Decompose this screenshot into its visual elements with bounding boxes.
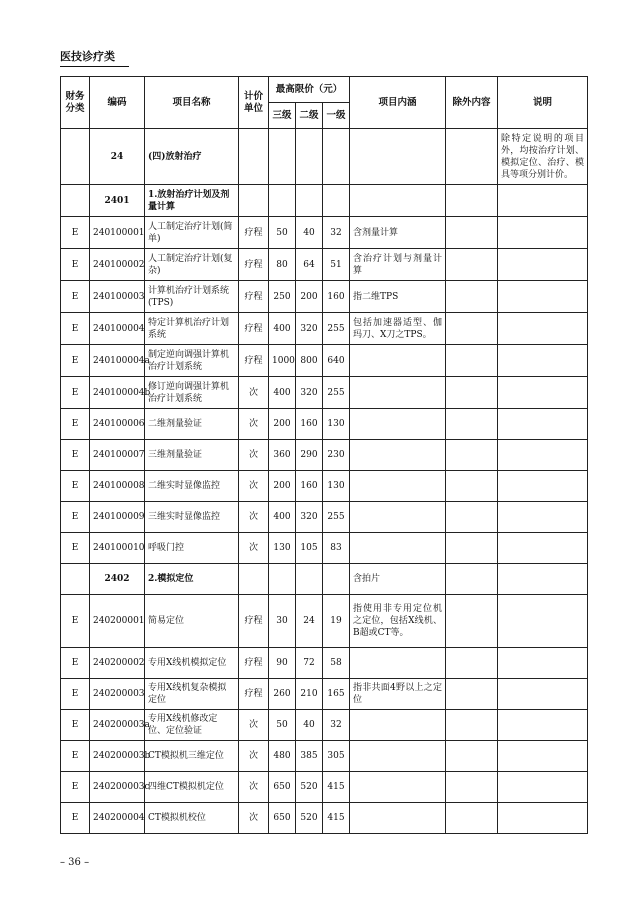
exclude-cell	[446, 471, 498, 502]
code-cell: 24	[90, 129, 145, 185]
price-level2-cell: 800	[296, 345, 323, 377]
price-level2-cell: 105	[296, 533, 323, 564]
price-level1-cell: 32	[323, 217, 350, 249]
name-cell: 三维剂量验证	[145, 440, 239, 471]
content-cell: 含拍片	[350, 564, 446, 595]
code-cell: 240100003	[90, 281, 145, 313]
price-level1-cell: 415	[323, 803, 350, 834]
remark-cell	[498, 564, 588, 595]
price-level2-cell	[296, 129, 323, 185]
code-cell: 240200001	[90, 595, 145, 648]
table-row	[61, 217, 588, 249]
price-level1-cell: 32	[323, 710, 350, 741]
code-cell: 240100009	[90, 502, 145, 533]
code-cell: 2402	[90, 564, 145, 595]
code-cell: 240200003	[90, 679, 145, 710]
code-cell: 240100008	[90, 471, 145, 502]
unit-cell: 次	[239, 803, 269, 834]
remark-cell	[498, 409, 588, 440]
col-header-exclude: 除外内容	[446, 77, 498, 129]
price-level1-cell: 19	[323, 595, 350, 648]
price-level1-cell: 255	[323, 313, 350, 345]
price-table	[60, 76, 588, 834]
content-cell	[350, 471, 446, 502]
col-header-category: 财务分类	[61, 77, 90, 129]
code-cell: 240200003c	[90, 772, 145, 803]
price-level2-cell: 40	[296, 217, 323, 249]
name-cell: 人工制定治疗计划(简单)	[145, 217, 239, 249]
code-cell: 240200003a	[90, 710, 145, 741]
content-cell	[350, 129, 446, 185]
name-cell: 修订逆向调强计算机治疗计划系统	[145, 377, 239, 409]
price-level1-cell: 255	[323, 377, 350, 409]
code-cell: 240200002	[90, 648, 145, 679]
content-cell	[350, 502, 446, 533]
content-cell	[350, 648, 446, 679]
price-level3-cell: 30	[269, 595, 296, 648]
remark-cell	[498, 377, 588, 409]
col-header-level3: 三级	[269, 103, 296, 129]
content-cell: 指二维TPS	[350, 281, 446, 313]
category-cell: E	[61, 377, 90, 409]
exclude-cell	[446, 281, 498, 313]
table-row	[61, 345, 588, 377]
remark-cell	[498, 345, 588, 377]
content-cell: 包括加速器适型、伽玛刀、X刀之TPS。	[350, 313, 446, 345]
col-header-level2: 二级	[296, 103, 323, 129]
price-level2-cell: 320	[296, 377, 323, 409]
price-level1-cell: 83	[323, 533, 350, 564]
col-header-remark: 说明	[498, 77, 588, 129]
exclude-cell	[446, 741, 498, 772]
price-level3-cell: 400	[269, 502, 296, 533]
name-cell: 2.模拟定位	[145, 564, 239, 595]
price-level1-cell: 58	[323, 648, 350, 679]
exclude-cell	[446, 129, 498, 185]
category-cell: E	[61, 409, 90, 440]
price-level2-cell	[296, 185, 323, 217]
name-cell: (四)放射治疗	[145, 129, 239, 185]
col-header-content: 项目内涵	[350, 77, 446, 129]
price-level2-cell: 160	[296, 409, 323, 440]
exclude-cell	[446, 564, 498, 595]
price-level3-cell: 50	[269, 217, 296, 249]
code-cell: 240100010	[90, 533, 145, 564]
unit-cell: 疗程	[239, 281, 269, 313]
unit-cell: 疗程	[239, 648, 269, 679]
exclude-cell	[446, 345, 498, 377]
unit-cell: 次	[239, 377, 269, 409]
price-level2-cell: 200	[296, 281, 323, 313]
table-row	[61, 281, 588, 313]
table-row	[61, 502, 588, 533]
name-cell: CT模拟机三维定位	[145, 741, 239, 772]
name-cell: CT模拟机校位	[145, 803, 239, 834]
content-cell	[350, 772, 446, 803]
price-level2-cell: 64	[296, 249, 323, 281]
category-cell	[61, 564, 90, 595]
price-level1-cell: 51	[323, 249, 350, 281]
category-cell: E	[61, 595, 90, 648]
price-level1-cell: 305	[323, 741, 350, 772]
remark-cell	[498, 741, 588, 772]
category-cell: E	[61, 345, 90, 377]
exclude-cell	[446, 440, 498, 471]
price-level2-cell: 290	[296, 440, 323, 471]
name-cell: 四维CT模拟机定位	[145, 772, 239, 803]
price-level3-cell: 480	[269, 741, 296, 772]
content-cell	[350, 377, 446, 409]
price-level1-cell: 160	[323, 281, 350, 313]
col-header-level1: 一级	[323, 103, 350, 129]
price-level2-cell: 320	[296, 502, 323, 533]
price-level2-cell	[296, 564, 323, 595]
content-cell: 含剂量计算	[350, 217, 446, 249]
price-level3-cell: 650	[269, 772, 296, 803]
unit-cell	[239, 185, 269, 217]
content-cell	[350, 440, 446, 471]
price-level1-cell: 165	[323, 679, 350, 710]
remark-cell	[498, 471, 588, 502]
category-cell: E	[61, 679, 90, 710]
exclude-cell	[446, 648, 498, 679]
name-cell: 简易定位	[145, 595, 239, 648]
price-level3-cell: 400	[269, 377, 296, 409]
price-level2-cell: 210	[296, 679, 323, 710]
category-cell: E	[61, 741, 90, 772]
content-cell: 含治疗计划与剂量计算	[350, 249, 446, 281]
category-cell: E	[61, 440, 90, 471]
exclude-cell	[446, 710, 498, 741]
price-level2-cell: 520	[296, 803, 323, 834]
price-level2-cell: 40	[296, 710, 323, 741]
unit-cell: 疗程	[239, 217, 269, 249]
section-title: 医技诊疗类	[60, 48, 129, 67]
name-cell: 计算机治疗计划系统(TPS)	[145, 281, 239, 313]
exclude-cell	[446, 679, 498, 710]
price-level1-cell: 230	[323, 440, 350, 471]
table-row	[61, 409, 588, 440]
exclude-cell	[446, 313, 498, 345]
remark-cell	[498, 679, 588, 710]
price-level1-cell: 640	[323, 345, 350, 377]
unit-cell	[239, 564, 269, 595]
price-level1-cell	[323, 564, 350, 595]
table-row	[61, 564, 588, 595]
category-cell: E	[61, 772, 90, 803]
unit-cell: 次	[239, 409, 269, 440]
exclude-cell	[446, 409, 498, 440]
name-cell: 专用X线机模拟定位	[145, 648, 239, 679]
table-row	[61, 648, 588, 679]
name-cell: 专用X线机修改定位、定位验证	[145, 710, 239, 741]
price-level3-cell: 200	[269, 409, 296, 440]
category-cell: E	[61, 281, 90, 313]
exclude-cell	[446, 533, 498, 564]
unit-cell: 次	[239, 772, 269, 803]
unit-cell	[239, 129, 269, 185]
code-cell: 240100001	[90, 217, 145, 249]
category-cell: E	[61, 533, 90, 564]
category-cell: E	[61, 249, 90, 281]
unit-cell: 疗程	[239, 595, 269, 648]
table-row	[61, 772, 588, 803]
content-cell: 指非共面4野以上之定位	[350, 679, 446, 710]
table-row	[61, 129, 588, 185]
remark-cell	[498, 502, 588, 533]
category-cell	[61, 185, 90, 217]
table-row	[61, 249, 588, 281]
remark-cell	[498, 648, 588, 679]
price-level1-cell: 130	[323, 409, 350, 440]
remark-cell	[498, 772, 588, 803]
code-cell: 240200003b	[90, 741, 145, 772]
price-level3-cell: 650	[269, 803, 296, 834]
unit-cell: 疗程	[239, 313, 269, 345]
content-cell	[350, 345, 446, 377]
category-cell: E	[61, 471, 90, 502]
unit-cell: 疗程	[239, 345, 269, 377]
unit-cell: 次	[239, 741, 269, 772]
category-cell: E	[61, 710, 90, 741]
col-header-name: 项目名称	[145, 77, 239, 129]
col-header-unit: 计价单位	[239, 77, 269, 129]
name-cell: 二维剂量验证	[145, 409, 239, 440]
exclude-cell	[446, 249, 498, 281]
category-cell	[61, 129, 90, 185]
table-row	[61, 679, 588, 710]
price-level1-cell: 130	[323, 471, 350, 502]
unit-cell: 次	[239, 502, 269, 533]
remark-cell	[498, 440, 588, 471]
name-cell: 1.放射治疗计划及剂量计算	[145, 185, 239, 217]
content-cell	[350, 185, 446, 217]
price-level3-cell: 130	[269, 533, 296, 564]
remark-cell: 除特定说明的项目外，均按治疗计划、模拟定位、治疗、模具等项分别计价。	[498, 129, 588, 185]
price-level2-cell: 320	[296, 313, 323, 345]
category-cell: E	[61, 313, 90, 345]
remark-cell	[498, 249, 588, 281]
unit-cell: 疗程	[239, 249, 269, 281]
price-level2-cell: 72	[296, 648, 323, 679]
remark-cell	[498, 185, 588, 217]
code-cell: 240100004a	[90, 345, 145, 377]
exclude-cell	[446, 772, 498, 803]
name-cell: 特定计算机治疗计划系统	[145, 313, 239, 345]
name-cell: 制定逆向调强计算机治疗计划系统	[145, 345, 239, 377]
price-level3-cell	[269, 564, 296, 595]
price-level3-cell: 1000	[269, 345, 296, 377]
name-cell: 三维实时显像监控	[145, 502, 239, 533]
remark-cell	[498, 803, 588, 834]
price-level3-cell: 50	[269, 710, 296, 741]
price-level3-cell	[269, 185, 296, 217]
code-cell: 240100007	[90, 440, 145, 471]
name-cell: 呼吸门控	[145, 533, 239, 564]
table-row	[61, 803, 588, 834]
code-cell: 240100002	[90, 249, 145, 281]
price-level1-cell: 255	[323, 502, 350, 533]
exclude-cell	[446, 502, 498, 533]
price-level3-cell: 260	[269, 679, 296, 710]
unit-cell: 次	[239, 471, 269, 502]
remark-cell	[498, 595, 588, 648]
page-number: – 36 –	[60, 857, 90, 868]
col-header-price-group: 最高限价（元）	[269, 77, 350, 103]
name-cell: 二维实时显像监控	[145, 471, 239, 502]
code-cell: 240100006	[90, 409, 145, 440]
unit-cell: 次	[239, 533, 269, 564]
code-cell: 240100004b	[90, 377, 145, 409]
price-level1-cell: 415	[323, 772, 350, 803]
price-level2-cell: 160	[296, 471, 323, 502]
price-level3-cell: 400	[269, 313, 296, 345]
price-level3-cell: 200	[269, 471, 296, 502]
table-row	[61, 471, 588, 502]
content-cell	[350, 710, 446, 741]
category-cell: E	[61, 217, 90, 249]
remark-cell	[498, 313, 588, 345]
price-level3-cell	[269, 129, 296, 185]
remark-cell	[498, 710, 588, 741]
price-level3-cell: 250	[269, 281, 296, 313]
table-row	[61, 741, 588, 772]
category-cell: E	[61, 803, 90, 834]
unit-cell: 次	[239, 440, 269, 471]
exclude-cell	[446, 803, 498, 834]
table-row	[61, 440, 588, 471]
exclude-cell	[446, 595, 498, 648]
category-cell: E	[61, 648, 90, 679]
name-cell: 专用X线机复杂模拟定位	[145, 679, 239, 710]
col-header-code: 编码	[90, 77, 145, 129]
code-cell: 240200004	[90, 803, 145, 834]
code-cell: 240100004	[90, 313, 145, 345]
price-level2-cell: 385	[296, 741, 323, 772]
exclude-cell	[446, 217, 498, 249]
price-level1-cell	[323, 185, 350, 217]
price-level2-cell: 24	[296, 595, 323, 648]
content-cell	[350, 533, 446, 564]
price-level3-cell: 90	[269, 648, 296, 679]
exclude-cell	[446, 377, 498, 409]
price-level3-cell: 80	[269, 249, 296, 281]
content-cell: 指使用非专用定位机之定位，包括X线机、B超或CT等。	[350, 595, 446, 648]
unit-cell: 次	[239, 710, 269, 741]
table-row	[61, 533, 588, 564]
table-row	[61, 185, 588, 217]
remark-cell	[498, 533, 588, 564]
price-level3-cell: 360	[269, 440, 296, 471]
table-row	[61, 313, 588, 345]
content-cell	[350, 803, 446, 834]
price-level1-cell	[323, 129, 350, 185]
table-row	[61, 595, 588, 648]
remark-cell	[498, 217, 588, 249]
remark-cell	[498, 281, 588, 313]
code-cell: 2401	[90, 185, 145, 217]
table-row	[61, 377, 588, 409]
name-cell: 人工制定治疗计划(复杂)	[145, 249, 239, 281]
price-level2-cell: 520	[296, 772, 323, 803]
content-cell	[350, 741, 446, 772]
unit-cell: 疗程	[239, 679, 269, 710]
category-cell: E	[61, 502, 90, 533]
table-row	[61, 710, 588, 741]
content-cell	[350, 409, 446, 440]
exclude-cell	[446, 185, 498, 217]
